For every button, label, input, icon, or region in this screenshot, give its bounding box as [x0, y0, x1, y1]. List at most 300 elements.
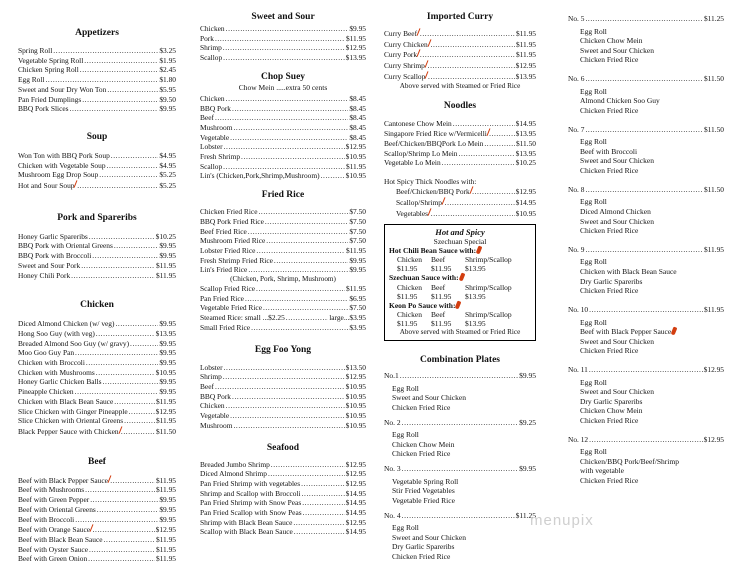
menu-item-price: $11.95 — [155, 534, 176, 544]
menu-item-name: Chicken Fried Rice — [200, 207, 258, 217]
dot-leader — [230, 133, 348, 143]
menu-item-row — [200, 236, 366, 246]
protein-label: Chicken — [397, 282, 422, 292]
column-3 — [384, 12, 536, 567]
protein-price: $11.95 — [397, 291, 418, 301]
menu-item-price: $10.25 — [155, 231, 176, 241]
plate-item: Beef with Black Pepper Sauce — [580, 327, 672, 337]
dot-leader — [90, 495, 158, 505]
menu-item-name: Beef with Green Pepper — [18, 495, 90, 505]
menu-item-row — [18, 180, 176, 191]
menu-item-price: $12.95 — [703, 434, 724, 444]
menu-item-name: Slice Chicken with Ginger Pineapple — [18, 406, 128, 416]
menu-item-name: No. 6 — [568, 74, 585, 84]
menu-item-name: BBQ Pork Fried Rice — [200, 216, 264, 226]
protein-label: Shrimp/Scallop — [465, 255, 512, 265]
combination-plate — [568, 435, 724, 486]
menu-item-price: $11.50 — [155, 426, 176, 436]
menu-item-name: Shrimp and Scallop with Broccoli — [200, 488, 301, 498]
plate-item: Diced Almond Chicken — [580, 206, 651, 216]
menu-item-name: Beef — [200, 113, 214, 123]
sauce-prices-row — [389, 264, 531, 273]
menu-item-row — [568, 125, 724, 135]
menu-item-price: $13.95 — [515, 129, 536, 139]
menu-item-row — [384, 149, 536, 159]
dot-leader — [89, 232, 155, 242]
sauce-labels-row — [389, 255, 531, 264]
dot-leader — [585, 74, 703, 84]
menu-item-price: $8.45 — [349, 103, 366, 113]
menu-item-name: Diced Almond Chicken (w/ veg) — [18, 319, 115, 329]
dot-leader — [248, 227, 349, 237]
menu-item-name: Pan Fried Shrimp with vegetables — [200, 478, 301, 488]
dot-leader — [96, 368, 155, 378]
combination-plates-left — [384, 371, 536, 562]
plate-item: Almond Chicken Soo Guy — [580, 96, 660, 106]
menu-item-row — [18, 475, 176, 486]
menu-item-row — [200, 256, 366, 266]
hot-spicy-subtitle: Szechuan Special — [433, 236, 487, 246]
soup-list — [18, 151, 176, 191]
menu-item-row — [18, 329, 176, 339]
menu-item-price: $1.80 — [159, 75, 176, 85]
dot-leader — [93, 525, 155, 535]
menu-item-name: Lobster — [200, 142, 223, 152]
menu-item-name: Spring Roll — [18, 46, 53, 55]
menu-item-price: $9.25 — [519, 417, 536, 427]
hot-and-spicy-box — [384, 224, 536, 342]
menu-item-name: Scallop — [200, 53, 223, 63]
menu-item-name: Chicken — [200, 401, 225, 411]
menu-item-row — [200, 363, 366, 373]
plate-item: Chicken Fried Rice — [580, 415, 639, 425]
menu-item-price: $9.50 — [159, 94, 176, 104]
menu-item-row — [396, 208, 536, 219]
dot-leader — [453, 119, 515, 129]
dot-leader — [82, 95, 158, 105]
menu-item-price: $14.95 — [345, 498, 366, 508]
hot-pepper-icon — [476, 245, 483, 254]
menu-item-name: Diced Almond Shrimp — [200, 469, 267, 479]
menu-item-name: Scallop/Shrimp Lo Mein — [384, 148, 458, 158]
dot-leader — [268, 469, 345, 479]
menu-item-price: $5.25 — [159, 170, 176, 180]
menu-item-price: $10.95 — [345, 381, 366, 391]
menu-item-row — [384, 49, 536, 60]
combination-plate — [568, 305, 724, 356]
fried-rice-list — [200, 207, 366, 275]
plate-item: Egg Roll — [580, 86, 607, 96]
plate-item: Chicken Fried Rice — [580, 105, 639, 115]
menu-item-price: $12.95 — [345, 517, 366, 527]
dot-leader — [223, 162, 345, 172]
menu-item-name: Beef with Oyster Sauce — [18, 544, 88, 554]
pork-list — [18, 232, 176, 281]
dot-leader — [263, 303, 348, 313]
menu-item-name: Hot and Sour Soup — [18, 181, 75, 191]
menu-item-row — [200, 323, 366, 333]
menu-item-price: $11.25 — [515, 510, 536, 520]
dot-leader — [77, 181, 158, 191]
menu-item-row — [18, 241, 176, 251]
dot-leader — [121, 427, 155, 437]
sauce-prices-row — [389, 319, 531, 328]
menu-item-price: $10.95 — [345, 401, 366, 411]
menu-item-row — [384, 28, 536, 39]
menu-item-row — [200, 508, 366, 518]
combination-plate — [568, 74, 724, 115]
menu-item-row — [200, 479, 366, 489]
menu-item-row — [18, 339, 176, 349]
menu-item-price: $11.25 — [703, 14, 724, 23]
menu-item-price: $9.95 — [159, 504, 176, 514]
plate-item: Vegetable Spring Roll — [392, 476, 459, 486]
menu-item-row — [200, 411, 366, 421]
dot-leader — [80, 65, 159, 75]
menu-item-price: $7.50 — [349, 207, 366, 217]
menu-item-price: $10.95 — [345, 171, 366, 181]
dot-leader — [445, 198, 515, 208]
plate-item: Chicken Fried Rice — [580, 226, 639, 236]
menu-item-price: $10.95 — [345, 420, 366, 430]
dot-leader — [224, 142, 345, 152]
protein-label: Beef — [431, 310, 446, 320]
menu-item-price: $10.95 — [155, 367, 176, 377]
combination-plate — [568, 185, 724, 236]
plate-item: Chicken/BBQ Pork/Beef/Shrimp — [580, 456, 679, 466]
menu-item-row — [18, 407, 176, 417]
menu-item-row — [384, 158, 536, 168]
menu-item-name: Singapore Fried Rice w/Vermicelli — [384, 129, 487, 139]
dot-leader — [215, 382, 345, 392]
menu-item-row — [200, 401, 366, 411]
dot-leader — [274, 256, 348, 266]
dot-leader — [489, 129, 515, 139]
menu-item-row — [200, 469, 366, 479]
menu-item-price: $9.95 — [159, 387, 176, 397]
thick-noodles-title: Hot Spicy Thick Noodles with: — [384, 177, 477, 187]
menu-item-name: Shrimp — [200, 43, 222, 53]
dot-leader — [85, 485, 155, 495]
menu-item-row — [18, 485, 176, 495]
menu-item-price: $9.95 — [159, 377, 176, 387]
menu-item-price: $5.25 — [159, 181, 176, 191]
menu-item-price: $8.45 — [349, 113, 366, 123]
dot-leader — [111, 151, 159, 161]
combination-plate — [568, 125, 724, 176]
hot-pepper-icon — [458, 273, 465, 282]
menu-item-name: No. 4 — [384, 510, 401, 520]
menu-item-name: Beef with Mushrooms — [18, 485, 85, 495]
menu-item-price: $4.95 — [159, 150, 176, 160]
dot-leader — [428, 61, 515, 71]
protein-price: $13.95 — [465, 319, 486, 329]
combination-plate — [384, 511, 536, 562]
dot-leader — [215, 34, 345, 44]
menu-item-row — [200, 227, 366, 237]
menu-item-row — [18, 368, 176, 378]
menu-item-name: BBQ Pork Slices — [18, 104, 69, 114]
plate-item: Sweet and Sour Chicken — [580, 156, 654, 166]
menu-item-row — [18, 170, 176, 180]
menu-item-row — [568, 185, 724, 195]
combination-plate — [384, 371, 536, 412]
menu-item-price: $11.95 — [345, 161, 366, 171]
sauce-name-text: Szechuan Sauce with: — [389, 273, 459, 283]
menu-item-name: Shrimp with Black Bean Sauce — [200, 517, 293, 527]
menu-item-price: $3.95 — [349, 322, 366, 332]
dot-leader — [266, 236, 348, 246]
sauce-name-text: Keon Po Sauce with: — [389, 300, 456, 310]
menu-item-name: Scallop Fried Rice — [200, 284, 256, 294]
sauce-name — [389, 273, 531, 283]
menu-item-price: $14.95 — [345, 508, 366, 518]
menu-item-price: $11.95 — [703, 304, 724, 314]
dot-leader — [245, 294, 348, 304]
menu-item-name: Slice Chicken with Oriental Greens — [18, 416, 124, 426]
dot-leader — [75, 348, 158, 358]
menu-item-name: Pan Fried Rice — [200, 293, 244, 303]
menu-item-price: $10.95 — [345, 152, 366, 162]
menu-item-name: Chicken Spring Roll — [18, 65, 79, 75]
dot-leader — [103, 377, 159, 387]
menu-item-name: Mushroom — [200, 420, 233, 430]
menu-item-name: Curry Scallop — [384, 71, 426, 81]
menu-item-row — [200, 313, 366, 323]
dot-leader — [301, 479, 345, 489]
dot-leader — [241, 152, 345, 162]
menu-item-price: $11.50 — [703, 74, 724, 84]
dot-leader — [251, 323, 348, 333]
dot-leader — [431, 209, 515, 219]
menu-item-name: Shrimp — [200, 372, 222, 382]
menu-item-price: $12.95 — [703, 364, 724, 374]
menu-item-price: $9.95 — [159, 104, 176, 114]
dot-leader — [321, 171, 345, 181]
dot-leader — [107, 161, 159, 171]
dot-leader — [302, 498, 344, 508]
menu-item-name: Beef — [200, 381, 214, 391]
section-title-chicken: Chicken — [80, 300, 114, 311]
menu-item-row — [384, 139, 536, 149]
combination-plate — [568, 245, 724, 296]
menu-item-name: Fresh Shrimp Fried Rice — [200, 255, 273, 265]
menu-item-price: $12.95 — [515, 61, 536, 71]
sauce-prices-row — [389, 292, 531, 301]
menu-item-row — [18, 75, 176, 85]
menu-item-name: Honey Chili Pork — [18, 270, 71, 280]
menu-item-row — [200, 217, 366, 227]
curry-list — [384, 28, 536, 82]
menu-item-row — [200, 43, 366, 53]
menu-item-price: $9.95 — [159, 251, 176, 261]
menu-item-row — [200, 421, 366, 431]
menu-item-row — [200, 382, 366, 392]
section-title-sweet-sour: Sweet and Sour — [251, 12, 315, 22]
menu-item-row — [384, 60, 536, 71]
menu-item-row — [200, 303, 366, 313]
dot-leader — [303, 508, 345, 518]
plate-item: Chicken Fried Rice — [580, 286, 639, 296]
menu-item-name: Moo Goo Guy Pan — [18, 348, 75, 358]
dot-leader — [402, 464, 518, 474]
menu-item-name: Beef/Chicken/BBQ Pork — [396, 187, 470, 197]
menu-item-row — [18, 535, 176, 545]
menu-item-name: Chicken — [200, 93, 225, 103]
dot-leader — [215, 113, 348, 123]
menu-item-name: Beef with Black Pepper Sauce — [18, 475, 108, 485]
dot-leader — [420, 29, 515, 39]
menu-item-name: Steamed Rice: small ...$2.25 — [200, 313, 285, 323]
menu-item-row — [18, 319, 176, 329]
menu-item-price: $11.95 — [515, 50, 536, 60]
dot-leader — [75, 387, 159, 397]
menu-item-row — [18, 397, 176, 407]
menu-item-price: $7.50 — [349, 303, 366, 313]
menu-item-price: $9.95 — [159, 495, 176, 505]
dot-leader — [256, 284, 345, 294]
hot-spicy-groups — [389, 246, 531, 329]
menu-item-name: Vegetable Fried Rice — [200, 303, 262, 313]
menu-item-price: $11.95 — [345, 284, 366, 294]
menu-item-row — [200, 171, 366, 181]
menu-item-name: Vegetable — [200, 132, 230, 142]
menu-item-price: $12.95 — [515, 187, 536, 197]
menu-item-price: $11.95 — [155, 270, 176, 280]
dot-leader — [115, 319, 158, 329]
menu-item-price: $9.95 — [519, 464, 536, 474]
thick-noodles-list — [384, 186, 536, 218]
section-title-chop-suey: Chop Suey — [260, 71, 306, 82]
menupix-watermark: menupix — [530, 512, 594, 529]
dot-leader — [589, 365, 703, 375]
menu-item-name: Fresh Shrimp — [200, 152, 241, 162]
menu-item-price: $4.95 — [159, 160, 176, 170]
menu-item-price: $11.95 — [515, 29, 536, 38]
menu-item-price: $9.95 — [159, 514, 176, 524]
menu-item-name: No. 7 — [568, 124, 585, 134]
plate-item: Egg Roll — [580, 26, 607, 36]
menu-item-price: $2.45 — [159, 65, 176, 75]
menu-item-row — [18, 505, 176, 515]
dot-leader — [589, 305, 703, 315]
plate-item: Chicken Chow Mein — [580, 406, 643, 416]
menu-item-price: $14.95 — [345, 488, 366, 498]
menu-item-name: Pan Fried Shrimp with Snow Peas — [200, 498, 302, 508]
menu-item-name: Beef with Broccoli — [18, 514, 75, 524]
section-title-noodles: Noodles — [443, 100, 477, 111]
menu-item-price: $12.95 — [345, 372, 366, 382]
menu-item-name: Scallop — [200, 161, 223, 171]
plate-item: Dry Garlic Spareribs — [580, 276, 643, 286]
menu-item-name: Chicken with Broccoli — [18, 358, 85, 368]
dot-leader — [92, 251, 158, 261]
protein-label: Shrimp/Scallop — [465, 310, 512, 320]
menu-item-price: large...$3.95 — [329, 313, 366, 323]
menu-item-name: Hong Soo Guy (with veg) — [18, 328, 95, 338]
menu-item-price: $14.95 — [515, 198, 536, 208]
menu-item-price: $11.95 — [155, 260, 176, 270]
menu-item-price: $11.95 — [155, 475, 176, 485]
hot-spicy-note: Above served with Steamed or Fried Rice — [399, 328, 521, 337]
dot-leader — [223, 372, 345, 382]
menu-item-name: Vegetable — [200, 411, 230, 421]
column-2 — [200, 12, 366, 537]
curry-note: Above served with Steamed or Fried Rice — [399, 81, 521, 90]
menu-item-name: Pan Fried Dumplings — [18, 94, 82, 104]
dot-leader — [45, 75, 158, 85]
sauce-name — [389, 301, 531, 311]
menu-item-name: No. 12 — [568, 434, 589, 444]
plate-item-with-pepper — [568, 327, 724, 337]
dot-leader — [420, 50, 515, 60]
plate-item: Chicken Chow Mein — [580, 36, 643, 46]
dot-leader — [431, 40, 515, 50]
dot-leader — [81, 261, 155, 271]
menu-item-price: $7.50 — [349, 226, 366, 236]
plate-item: Chicken Fried Rice — [580, 476, 639, 486]
menu-item-name: Vegetable Lo Mein — [384, 158, 441, 168]
menu-item-name: Mushroom — [200, 122, 233, 132]
menu-item-row — [18, 554, 176, 564]
menu-item-row — [200, 123, 366, 133]
dot-leader — [233, 421, 344, 431]
dot-leader — [223, 43, 345, 53]
menu-item-price: $13.95 — [155, 328, 176, 338]
menu-item-price: $9.95 — [159, 241, 176, 251]
menu-item-price: $11.95 — [345, 245, 366, 255]
plate-item: Chicken Fried Rice — [580, 346, 639, 356]
dot-leader — [472, 187, 515, 197]
menu-item-row — [18, 416, 176, 426]
dot-leader — [88, 554, 155, 564]
dot-leader — [402, 511, 515, 521]
menu-item-price: $8.45 — [349, 93, 366, 103]
menu-item-price: $13.50 — [345, 362, 366, 372]
plate-item: Egg Roll — [580, 317, 607, 327]
plate-item: Sweet and Sour Chicken — [580, 216, 654, 226]
dot-leader — [110, 476, 155, 486]
menu-item-row — [396, 197, 536, 208]
protein-label: Shrimp/Scallop — [465, 282, 512, 292]
dot-leader — [226, 401, 345, 411]
menu-item-price: $12.95 — [155, 525, 176, 535]
menu-item-name: Lobster Fried Rice — [200, 245, 256, 255]
menu-item-row — [200, 34, 366, 44]
menu-item-row — [200, 142, 366, 152]
dot-leader — [589, 435, 703, 445]
menu-item-name: No. 2 — [384, 417, 401, 427]
dot-leader — [302, 489, 345, 499]
plate-item: Dry Garlic Spareribs — [580, 396, 643, 406]
combination-plate — [384, 418, 536, 459]
protein-price: $11.95 — [397, 319, 418, 329]
dot-leader — [585, 14, 703, 24]
menu-item-name: No. 9 — [568, 244, 585, 254]
menu-item-name: No. 3 — [384, 464, 401, 474]
menu-item-row — [18, 524, 176, 535]
sauce-labels-row — [389, 283, 531, 292]
dot-leader — [402, 418, 518, 428]
chop-suey-note: Chow Mein .....extra 50 cents — [238, 82, 328, 92]
menu-item-name: Small Fried Rice — [200, 322, 251, 332]
menu-item-name: Won Ton with BBQ Pork Soup — [18, 150, 110, 160]
plate-item: Sweet and Sour Chicken — [392, 393, 466, 403]
section-title-combination: Combination Plates — [420, 355, 500, 366]
menu-item-price: $12.95 — [345, 43, 366, 53]
menu-item-name: Sweet and Sour Pork — [18, 260, 81, 270]
dot-leader — [71, 271, 155, 281]
